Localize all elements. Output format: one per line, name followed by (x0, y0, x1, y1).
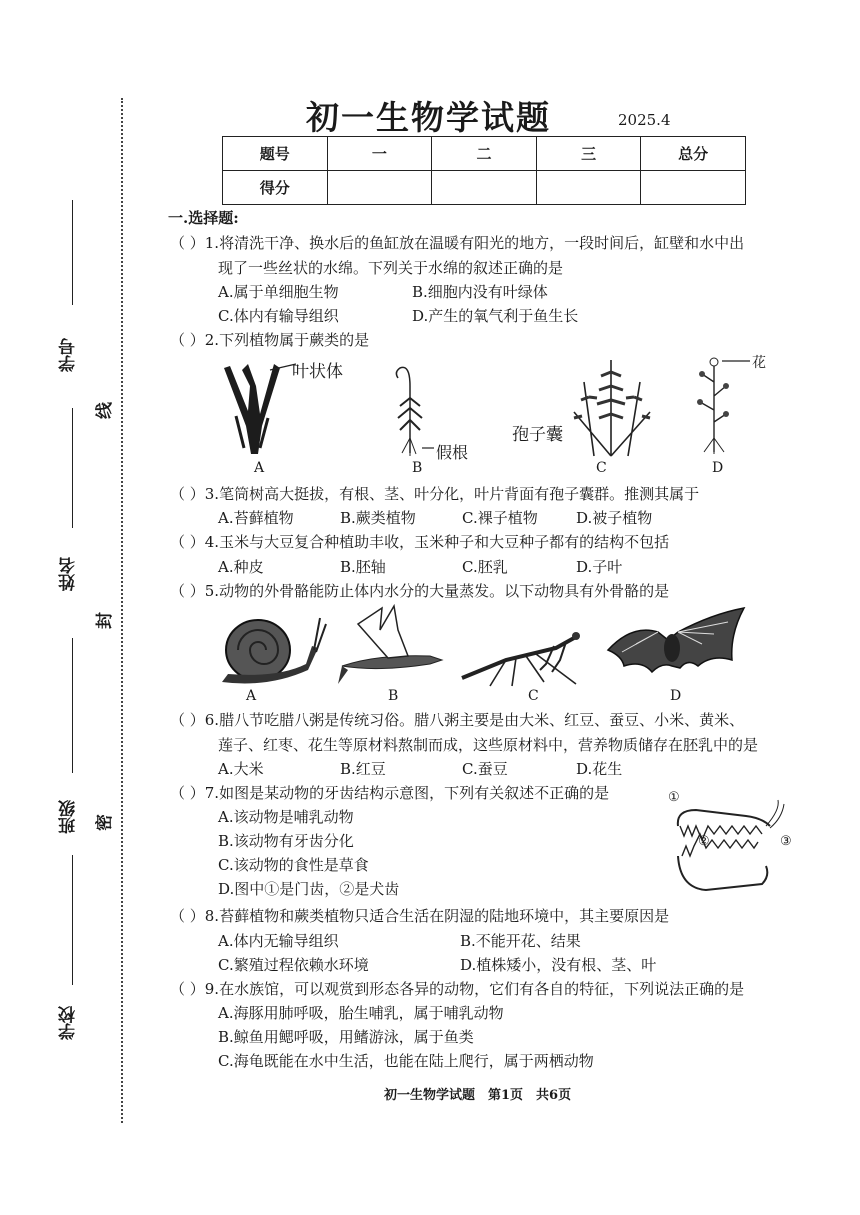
q3-option-c[interactable]: C.裸子植物 (462, 509, 538, 527)
score-table-score-row (223, 171, 746, 205)
q9-option-b[interactable]: B.鲸鱼用鳃呼吸，用鳍游泳，属于鱼类 (218, 1028, 474, 1046)
label-pointer-line (722, 358, 752, 364)
score-input-cell[interactable] (432, 171, 537, 205)
q4-option-d[interactable]: D.子叶 (576, 558, 623, 576)
plant-c-fern-image (564, 352, 658, 460)
score-table (222, 136, 746, 205)
page-title: 初一生物学试题 (306, 98, 551, 137)
q1-option-a[interactable]: A.属于单细胞生物 (218, 283, 339, 301)
mantis-image (456, 620, 586, 690)
question-7-stem: （ ）7.如图是某动物的牙齿结构示意图，下列有关叙述不正确的是 (170, 784, 610, 802)
animal-caption-d: D (670, 688, 682, 704)
student-number-label: 学号 (59, 338, 79, 372)
animal-caption-b: B (388, 688, 399, 704)
question-5-stem: （ ）5.动物的外骨骼能防止体内水分的大量蒸发。以下动物具有外骨骼的是 (170, 582, 670, 600)
q4-option-a[interactable]: A.种皮 (218, 558, 264, 576)
animal-caption-c: C (528, 688, 539, 704)
name-line (72, 408, 73, 528)
score-input-cell[interactable] (641, 171, 746, 205)
q3-option-a[interactable]: A.苔藓植物 (218, 509, 294, 527)
score-input-cell[interactable] (327, 171, 432, 205)
score-cell: 二 (432, 137, 537, 171)
question-6-stem: （ ）6.腊八节吃腊八粥是传统习俗。腊八粥主要是由大米、红豆、蚕豆、小米、黄米、 (170, 711, 745, 729)
q8-option-c[interactable]: C.繁殖过程依赖水环境 (218, 956, 369, 974)
q6-option-b[interactable]: B.红豆 (340, 760, 386, 778)
q4-option-c[interactable]: C.胚乳 (462, 558, 508, 576)
q7-option-c[interactable]: C.该动物的食性是草食 (218, 856, 369, 874)
score-table-header-row (223, 137, 746, 171)
tooth-mark-1: ① (668, 790, 680, 805)
q1-option-b[interactable]: B.细胞内没有叶绿体 (412, 283, 548, 301)
seal-xian: 线 (95, 402, 115, 419)
tooth-mark-2: ② (698, 834, 710, 849)
q6-option-c[interactable]: C.蚕豆 (462, 760, 508, 778)
plant-caption-a: A (254, 460, 265, 476)
q8-option-b[interactable]: B.不能开花、结果 (460, 932, 581, 950)
label-thallus: 叶状体 (292, 362, 343, 382)
q1-option-d[interactable]: D.产生的氧气利于鱼生长 (412, 307, 579, 325)
question-4-stem: （ ）4.玉米与大豆复合种植助丰收，玉米种子和大豆种子都有的结构不包括 (170, 533, 670, 551)
q7-option-b[interactable]: B.该动物有牙齿分化 (218, 832, 354, 850)
student-number-line (72, 200, 73, 305)
q3-option-d[interactable]: D.被子植物 (576, 509, 653, 527)
q4-option-b[interactable]: B.胚轴 (340, 558, 386, 576)
q6-option-d[interactable]: D.花生 (576, 760, 623, 778)
q9-option-a[interactable]: A.海豚用肺呼吸，胎生哺乳，属于哺乳动物 (218, 1004, 504, 1022)
bat-image (602, 604, 748, 690)
teeth-diagram-image (666, 796, 786, 900)
q8-option-a[interactable]: A.体内无输导组织 (218, 932, 339, 950)
section-heading: 一.选择题: (168, 209, 239, 227)
plant-caption-d: D (712, 460, 724, 476)
name-label: 姓名 (59, 557, 79, 591)
question-9-stem: （ ）9.在水族馆，可以观赏到形态各异的动物，它们有各自的特征，下列说法正确的是 (170, 980, 745, 998)
score-cell: 一 (327, 137, 432, 171)
q9-option-c[interactable]: C.海龟既能在水中生活，也能在陆上爬行，属于两栖动物 (218, 1052, 594, 1070)
school-label: 学校 (59, 1006, 79, 1040)
binding-dotted-line (121, 98, 123, 1123)
plant-caption-b: B (412, 460, 423, 476)
school-line (72, 855, 73, 985)
score-input-cell[interactable] (536, 171, 641, 205)
tooth-mark-3: ③ (780, 834, 792, 849)
label-rhizoid: 假根 (436, 443, 469, 462)
question-6-stem-cont: 莲子、红枣、花生等原材料熬制而成，这些原材料中，营养物质储存在胚乳中的是 (218, 736, 759, 754)
label-pointer-line (422, 440, 436, 450)
q7-option-a[interactable]: A.该动物是哺乳动物 (218, 808, 354, 826)
flying-fish-image (338, 604, 450, 690)
q3-option-b[interactable]: B.蕨类植物 (340, 509, 416, 527)
class-line (72, 638, 73, 773)
label-sporangium: 孢子囊 (512, 425, 563, 445)
q8-option-d[interactable]: D.植株矮小，没有根、茎、叶 (460, 956, 657, 974)
page-footer: 初一生物学试题 第1页 共6页 (384, 1088, 572, 1103)
seal-mi: 密 (95, 814, 115, 831)
q6-option-a[interactable]: A.大米 (218, 760, 264, 778)
exam-date: 2025.4 (618, 111, 671, 129)
question-2-stem: （ ）2.下列植物属于蕨类的是 (170, 331, 370, 349)
seal-feng: 封 (95, 612, 115, 629)
animal-caption-a: A (246, 688, 257, 704)
question-1-stem-cont: 现了一些丝状的水绵。下列关于水绵的叙述正确的是 (218, 259, 564, 277)
q7-option-d[interactable]: D.图中①是门齿，②是犬齿 (218, 880, 400, 898)
label-flower: 花 (752, 355, 766, 371)
score-row-label: 得分 (223, 171, 328, 205)
class-label: 班级 (59, 800, 79, 834)
plant-caption-c: C (596, 460, 607, 476)
score-cell: 总分 (641, 137, 746, 171)
q1-option-c[interactable]: C.体内有输导组织 (218, 307, 339, 325)
score-cell: 三 (536, 137, 641, 171)
question-8-stem: （ ）8.苔藓植物和蕨类植物只适合生活在阴湿的陆地环境中，其主要原因是 (170, 907, 670, 925)
question-3-stem: （ ）3.笔筒树高大挺拔，有根、茎、叶分化，叶片背面有孢子囊群。推测其属于 (170, 485, 700, 503)
score-cell: 题号 (223, 137, 328, 171)
snail-image (218, 608, 326, 690)
plant-d-flowering-image (690, 352, 740, 456)
question-1-stem: （ ）1.将清洗干净、换水后的鱼缸放在温暖有阳光的地方，一段时间后，缸壁和水中出 (170, 234, 745, 252)
